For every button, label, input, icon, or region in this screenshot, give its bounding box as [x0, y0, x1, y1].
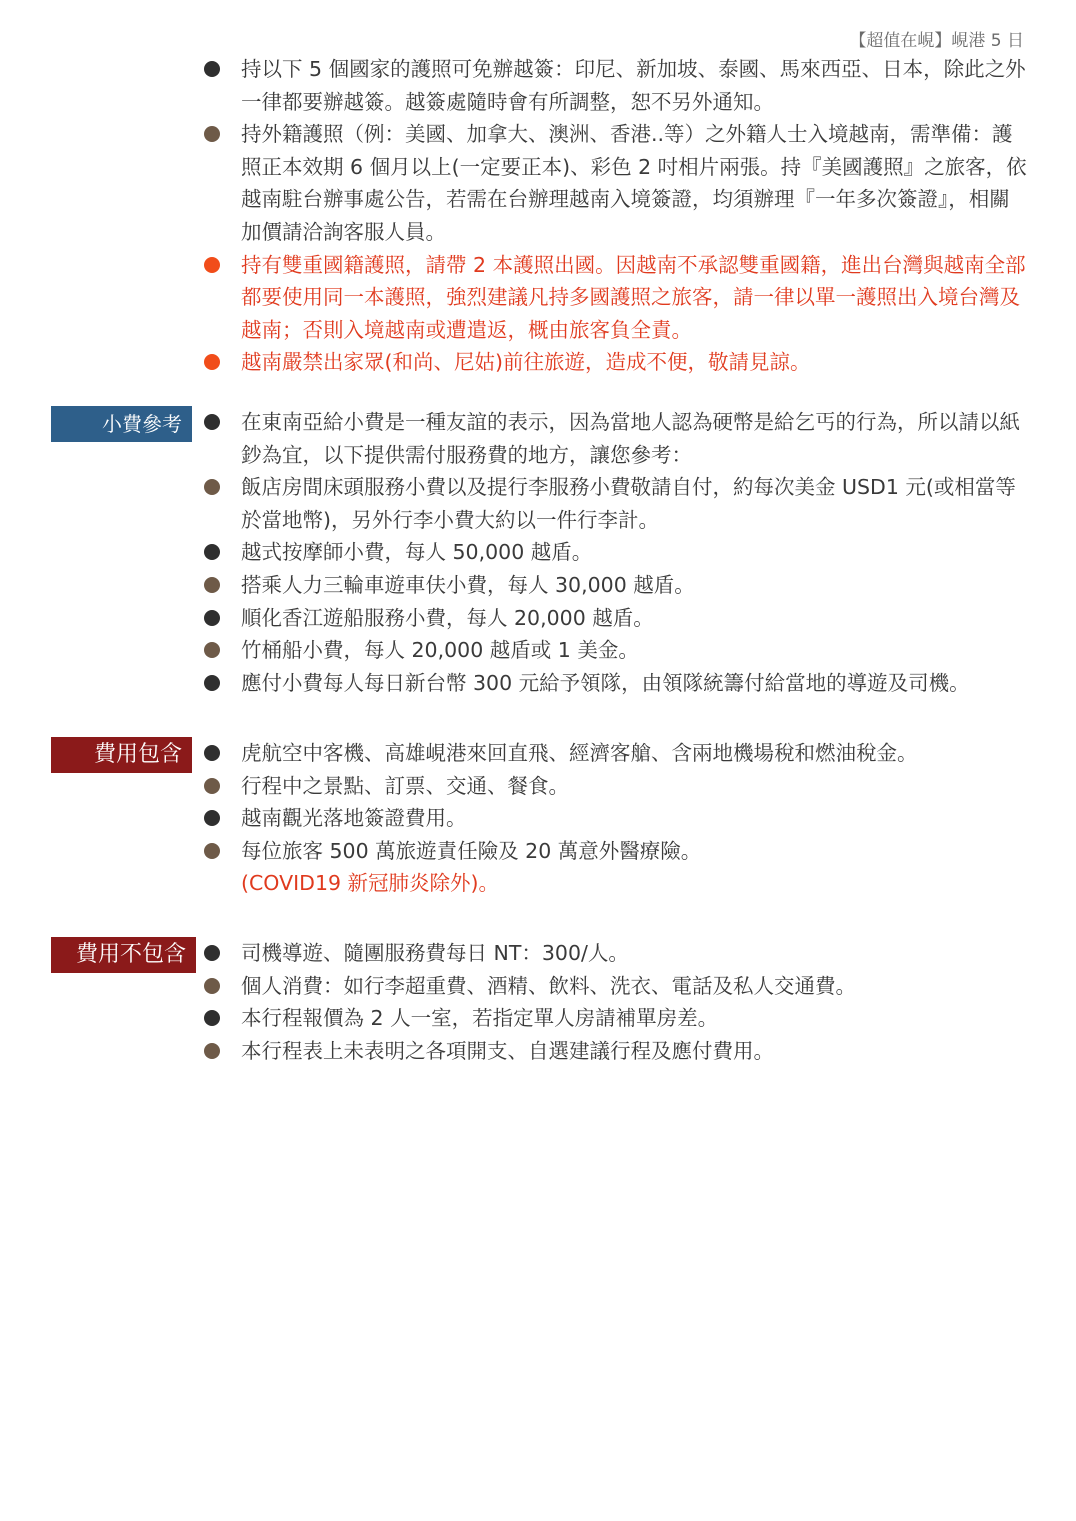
list-item	[204, 346, 1028, 379]
bullet-icon	[204, 479, 220, 495]
list-item-text: 飯店房間床頭服務小費以及提行李服務小費敬請自付，約每次美金 USD1 元(或相當等於當地幣)，另外行李小費大約以一件行李計。	[241, 475, 1016, 532]
list-item	[204, 406, 1028, 471]
list-item	[204, 937, 1028, 970]
list-item-text: 持外籍護照（例：美國、加拿大、澳洲、香港..等）之外籍人士入境越南，需準備：護照正本效期 6 個月以上(一定要正本)、彩色 2 吋相片兩張。持『美國護照』之旅客，依越南駐台辦事處公告，若需在台辦理越南入境簽證，均須辦理『一年多次簽證』，相關加價請洽詢客服人員。	[241, 122, 1027, 244]
visa-notes-list	[204, 53, 1028, 379]
bullet-icon	[204, 1010, 220, 1026]
bullet-icon	[204, 745, 220, 761]
bullet-icon	[204, 978, 220, 994]
list-item-text: 每位旅客 500 萬旅遊責任險及 20 萬意外醫療險。	[241, 838, 702, 863]
bullet-icon	[204, 610, 220, 626]
list-item-text: 越式按摩師小費，每人 50,000 越盾。	[241, 540, 593, 565]
list-item-text: 越南觀光落地簽證費用。	[241, 806, 467, 831]
list-item-text: 持有雙重國籍護照，請帶 2 本護照出國。因越南不承認雙重國籍，進出台灣與越南全部都要使用同一本護照，強烈建議凡持多國護照之旅客，請一律以單一護照出入境台灣及越南；否則入境越南或遭遣返，概由旅客負全責。	[241, 252, 1026, 342]
list-item	[204, 249, 1028, 347]
bullet-icon	[204, 414, 220, 430]
list-item	[204, 53, 1028, 118]
bullet-icon	[204, 642, 220, 658]
covid-exclusion-note: (COVID19 新冠肺炎除外)。	[241, 871, 500, 896]
included-list	[204, 737, 1028, 900]
list-item	[204, 118, 1028, 248]
list-item-text: 行程中之景點、訂票、交通、餐食。	[241, 773, 569, 798]
tips-list	[204, 406, 1028, 699]
bullet-icon	[204, 675, 220, 691]
page-header-title: 【超值在峴】峴港 5 日	[849, 31, 1024, 51]
bullet-icon	[204, 843, 220, 859]
list-item-text: 越南嚴禁出家眾(和尚、尼姑)前往旅遊，造成不便，敬請見諒。	[241, 350, 811, 375]
list-item-text: 本行程報價為 2 人一室，若指定單人房請補單房差。	[241, 1006, 719, 1031]
list-item-text: 順化香江遊船服務小費，每人 20,000 越盾。	[241, 605, 654, 630]
list-item	[204, 471, 1028, 536]
list-item	[204, 802, 1028, 835]
list-item-text: 司機導遊、隨團服務費每日 NT：300/人。	[241, 941, 629, 965]
tips-section-tag: 小費參考	[51, 406, 192, 442]
bullet-icon	[204, 810, 220, 826]
list-item-text: 個人消費：如行李超重費、酒精、飲料、洗衣、電話及私人交通費。	[241, 973, 856, 998]
list-item-text: 搭乘人力三輪車遊車伕小費，每人 30,000 越盾。	[241, 572, 695, 597]
included-section-tag: 費用包含	[51, 737, 192, 773]
bullet-icon	[204, 544, 220, 560]
list-item	[204, 770, 1028, 803]
list-item	[204, 536, 1028, 569]
list-item	[204, 602, 1028, 635]
list-item-text: 應付小費每人每日新台幣 300 元給予領隊，由領隊統籌付給當地的導遊及司機。	[241, 670, 970, 695]
list-item	[204, 667, 1028, 700]
list-item	[204, 1002, 1028, 1035]
list-item-text: 在東南亞給小費是一種友誼的表示，因為當地人認為硬幣是給乞丐的行為，所以請以紙鈔為宜，以下提供需付服務費的地方，讓您參考：	[241, 410, 1020, 467]
list-item	[204, 737, 1028, 770]
list-item	[204, 835, 1028, 900]
list-item-text: 竹桶船小費，每人 20,000 越盾或 1 美金。	[241, 638, 639, 663]
list-item	[204, 569, 1028, 602]
bullet-icon	[204, 778, 220, 794]
excluded-section-tag: 費用不包含	[51, 937, 196, 973]
bullet-icon	[204, 61, 220, 77]
bullet-icon	[204, 126, 220, 142]
list-item	[204, 634, 1028, 667]
bullet-icon	[204, 354, 220, 370]
bullet-icon	[204, 577, 220, 593]
list-item	[204, 1035, 1028, 1068]
list-item-text: 本行程表上未表明之各項開支、自選建議行程及應付費用。	[241, 1038, 774, 1063]
list-item	[204, 970, 1028, 1003]
excluded-list	[204, 937, 1028, 1067]
bullet-icon	[204, 945, 220, 961]
list-item-text: 虎航空中客機、高雄峴港來回直飛、經濟客艙、含兩地機場稅和燃油稅金。	[241, 741, 918, 765]
bullet-icon	[204, 257, 220, 273]
list-item-text: 持以下 5 個國家的護照可免辦越簽：印尼、新加坡、泰國、馬來西亞、日本，除此之外一律都要辦越簽。越簽處隨時會有所調整，恕不另外通知。	[241, 57, 1026, 114]
bullet-icon	[204, 1043, 220, 1059]
